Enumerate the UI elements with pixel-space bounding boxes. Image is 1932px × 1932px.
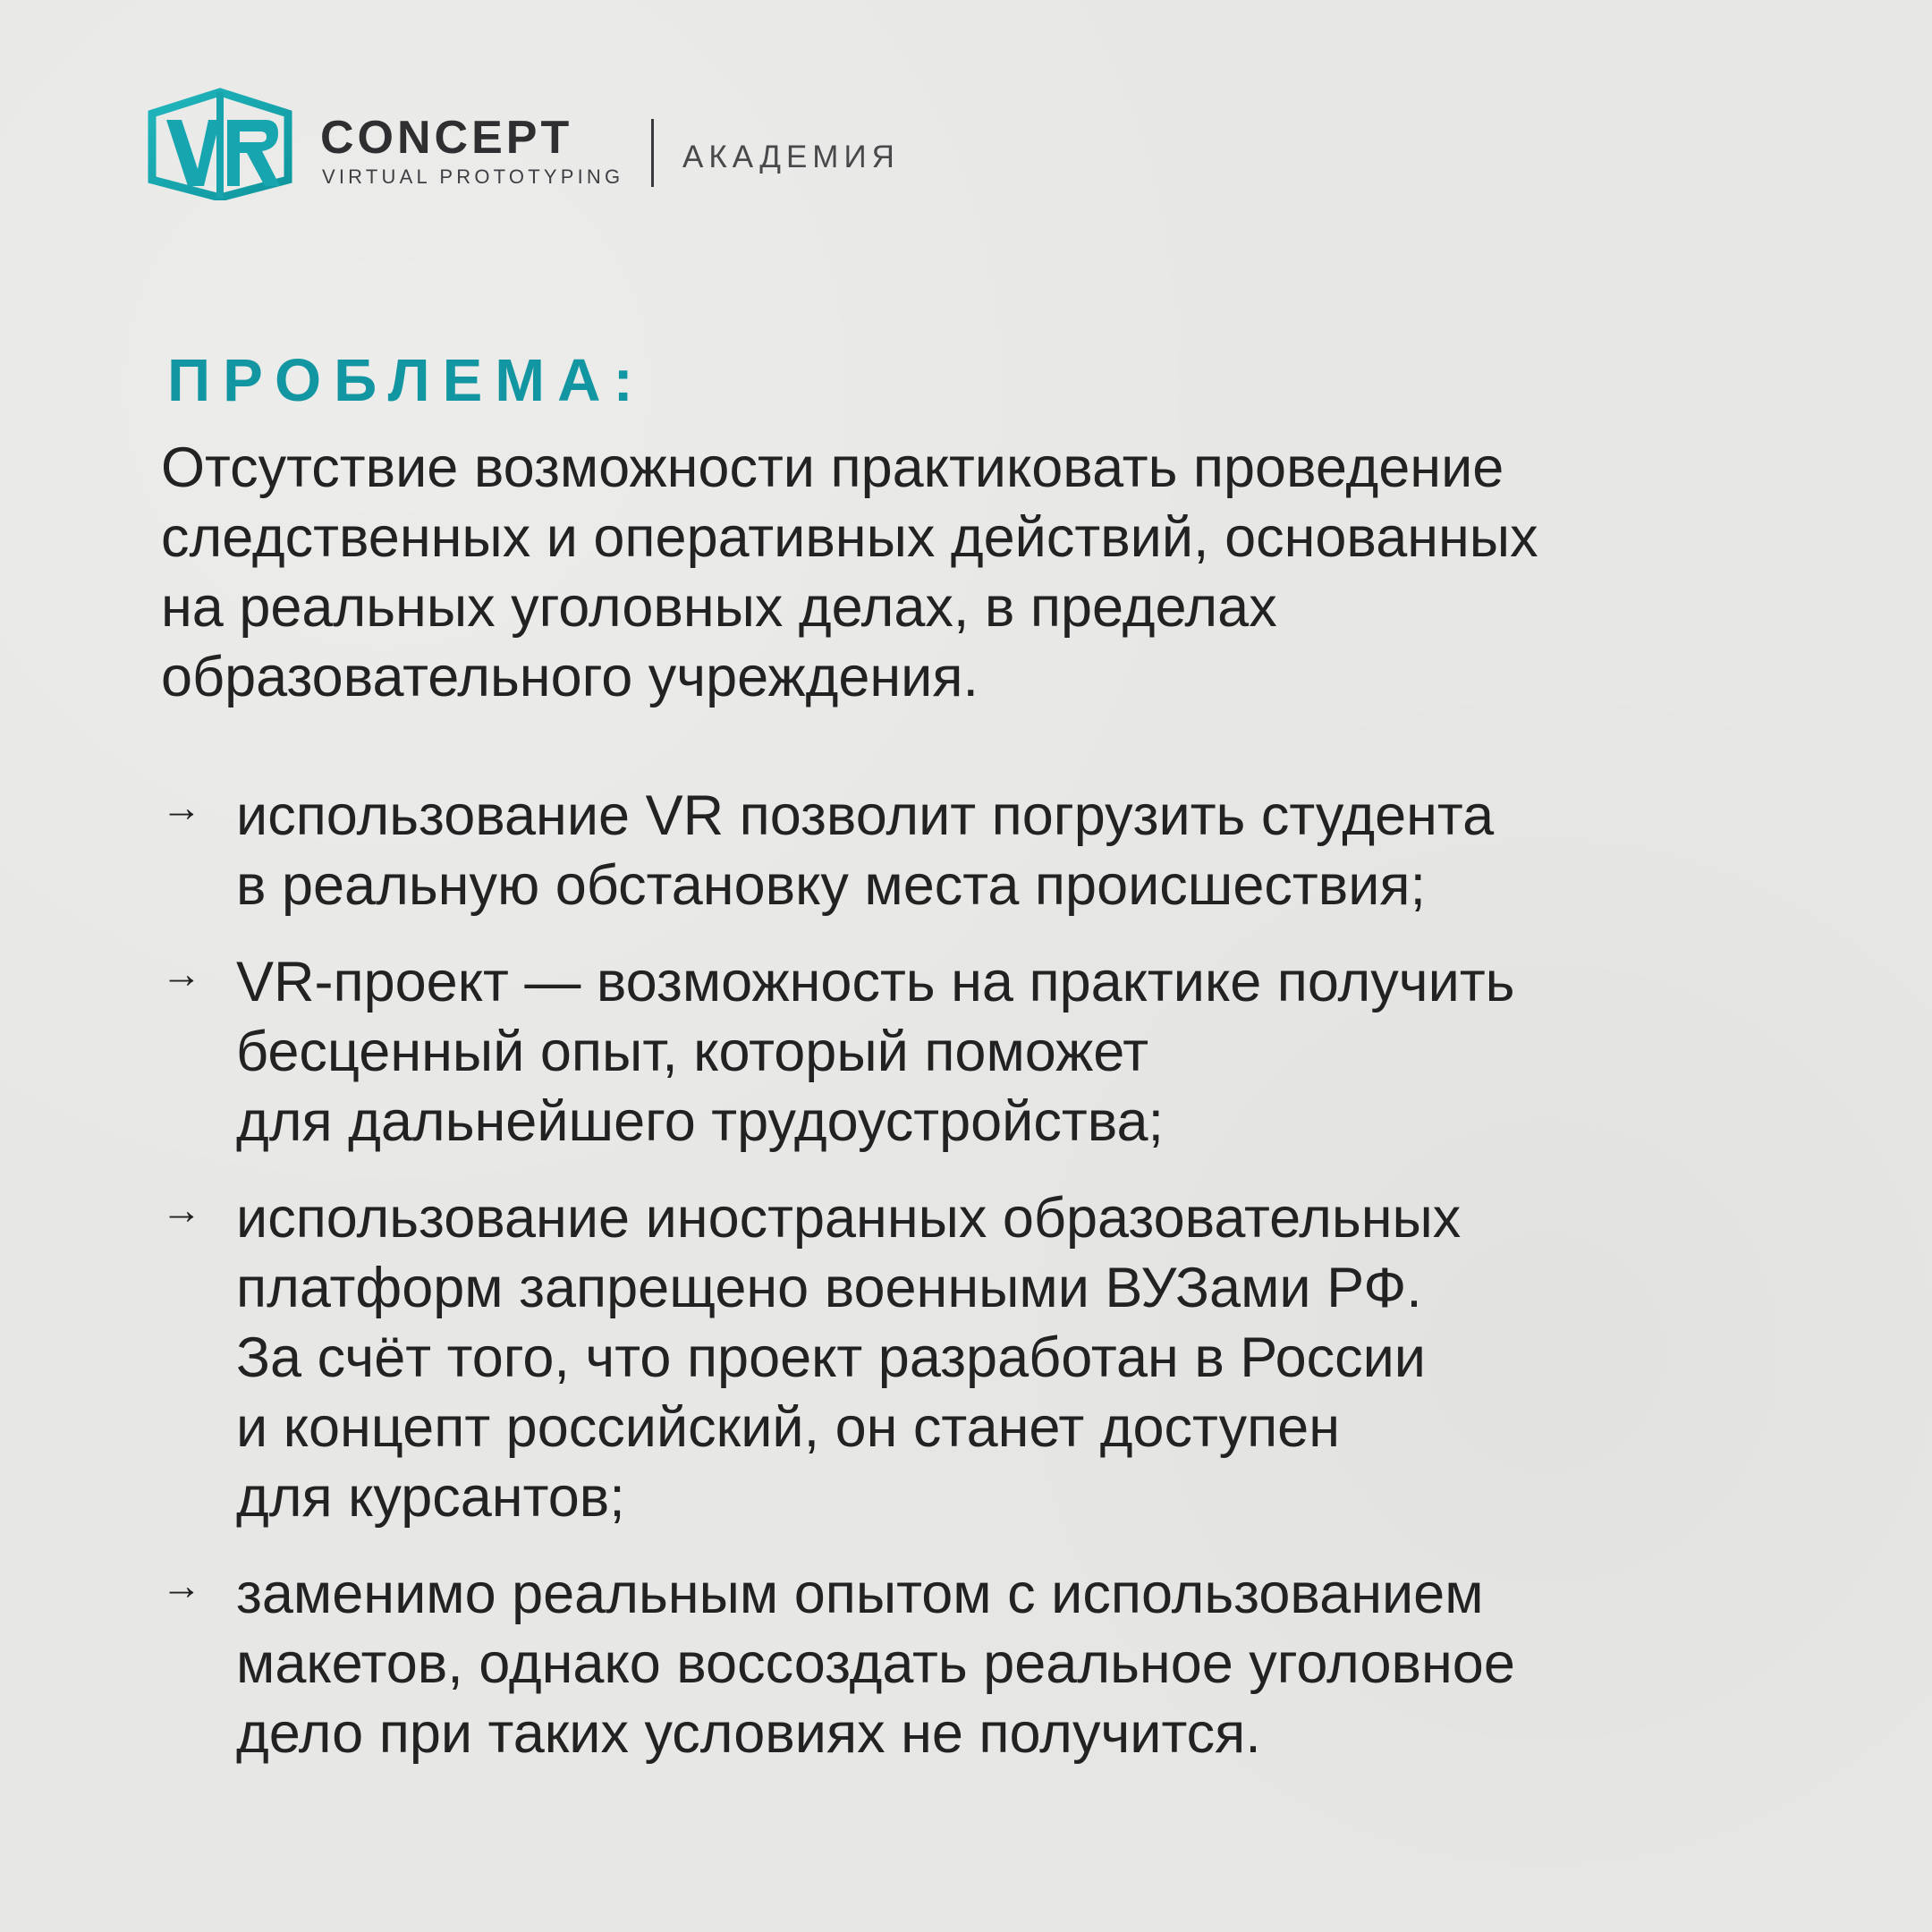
benefit-item [161,781,1825,920]
right-arrow-icon: → [161,1563,202,1608]
right-arrow-icon: → [161,784,202,830]
section-label: АКАДЕМИЯ [682,140,900,174]
problem-description [161,433,1807,712]
benefit-item [161,1183,1825,1532]
brand-divider [651,119,654,187]
benefit-text: использование иностранных образовательных платформ запрещено военными ВУЗами РФ. За счёт того, что проект разработан в России и концепт российский, он станет доступен для курсантов; [236,1187,1462,1529]
problem-description-text: Отсутствие возможности практиковать проведение следственных и оперативных действий, основанных на реальных уголовных делах, в пределах образовательного учреждения. [161,436,1538,708]
benefit-text: заменимо реальным опытом с использованием макетов, однако воссоздать реальное уголовное дело при таких условиях не получится. [236,1563,1515,1765]
brand-title: CONCEPT [320,112,573,164]
vr-cube-logo-icon [143,88,297,200]
brand-subtitle: VIRTUAL PROTOTYPING [322,165,624,188]
brand-header [143,88,948,200]
benefit-text: использование VR позволит погрузить студента в реальную обстановку места происшествия; [236,784,1495,917]
right-arrow-icon: → [161,951,202,996]
benefit-text: VR-проект — возможность на практике получить бесценный опыт, который поможет для дальнейшего трудоустройства; [236,951,1515,1153]
right-arrow-icon: → [161,1187,202,1233]
benefit-item [161,1559,1825,1768]
problem-title: ПРОБЛЕМА: [167,347,646,414]
benefit-item [161,947,1825,1157]
benefit-list [161,781,1825,1768]
